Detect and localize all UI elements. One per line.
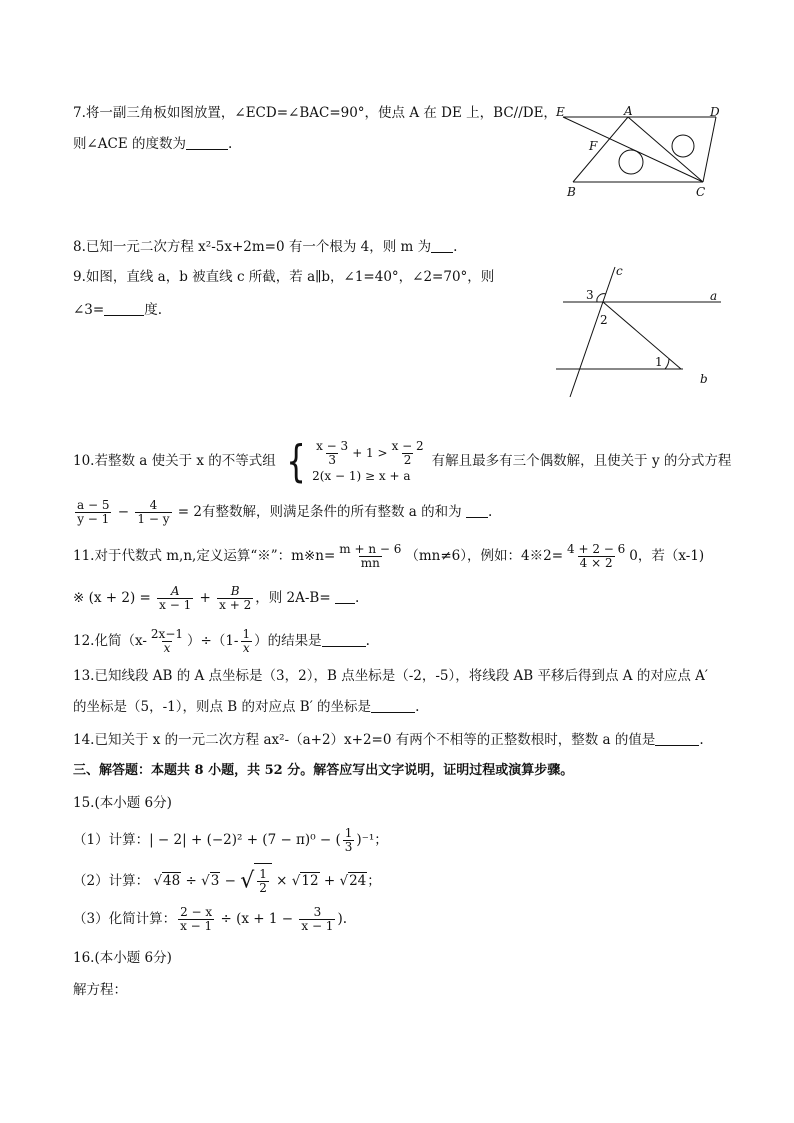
q15-p3-fnum: 3 <box>313 905 322 919</box>
q11-line2-post: ，则 2A-B= <box>255 590 331 606</box>
sqrt-half: √ $\frac{1}{2}$ <box>240 863 272 899</box>
inequality-1 <box>312 440 428 467</box>
q10-line1 <box>73 434 731 488</box>
q7-answer-blank <box>186 135 228 150</box>
sqrt-24-radicand: 24 <box>349 873 367 889</box>
sqrt-48: √48 <box>153 873 181 889</box>
q9-line2-pre: ∠3= <box>73 302 105 318</box>
label-B: B <box>567 185 576 199</box>
q11-plus: + <box>199 590 211 606</box>
q11-end: . <box>354 590 360 606</box>
q11-ex-num: 4 + 2 − 6 <box>567 542 626 556</box>
q11-B-den: x + 2 <box>219 598 252 612</box>
q12-f2-den: x <box>242 641 250 655</box>
label-angle-3: 3 <box>586 288 594 302</box>
q12-f2-num: 1 <box>242 627 251 641</box>
sqrt-48-radicand: 48 <box>163 873 181 889</box>
q15-p3-den: x − 1 <box>180 919 213 933</box>
eq-a-den: y − 1 <box>77 512 110 526</box>
q15-part1 <box>73 823 388 857</box>
q15-p1-frac-den: 3 <box>344 840 353 854</box>
eq-rhs: = 2 <box>177 504 202 520</box>
q7-line2-text: 则∠ACE 的度数为 <box>73 136 187 152</box>
triangle-hole-right <box>672 135 694 157</box>
sqrt-12-radicand: 12 <box>301 873 319 889</box>
q10-line2-post: 有整数解，则满足条件的所有整数 a 的和为 <box>202 504 462 520</box>
segment-AC <box>628 117 703 182</box>
q11-pre: 11.对于代数式 m,n,定义运算“※”：m※n= <box>73 548 336 564</box>
ineq1-left-den: 3 <box>328 453 336 467</box>
q11-def-num: m + n − 6 <box>339 542 402 556</box>
q15-p2-div: ÷ <box>185 873 197 889</box>
inequality-2: 2(x − 1) ≥ x + a <box>312 469 411 483</box>
q11-def-den: mn <box>360 556 380 570</box>
q14-end: . <box>699 732 704 748</box>
system-brace: { <box>286 435 306 487</box>
eq-a-num: a − 5 <box>77 498 110 512</box>
label-D: D <box>710 105 720 119</box>
q16-header: 16.(本小题 6分) <box>73 950 172 966</box>
q15-p3-mid: ÷ (x + 1 − <box>220 911 294 927</box>
q12-f1-den: x <box>163 641 171 655</box>
q11-line2 <box>73 581 359 615</box>
q10-post: 有解且最多有三个偶数解，且使关于 y 的分式方程 <box>431 453 732 469</box>
sqrt-half-den: 2 <box>259 881 267 895</box>
label-E: E <box>556 105 565 119</box>
q11-cond: （mn≠6），例如：4※2= <box>405 548 564 564</box>
q15-p2-end: ； <box>367 873 381 889</box>
q8-line <box>73 238 457 256</box>
segment-BA <box>573 117 628 182</box>
q15-p1-frac-num: 1 <box>344 826 353 840</box>
q15-p2-minus: − <box>224 873 236 889</box>
q15-p2-times: × <box>276 873 288 889</box>
q12-pre: 12.化简（x- <box>73 633 147 649</box>
q15-p3-end: . <box>342 911 348 927</box>
section-3-heading: 三、解答题：本题共 8 小题，共 52 分。解答应写出文字说明，证明过程或演算步骤。 <box>73 763 574 778</box>
q7-end: . <box>228 136 233 152</box>
q9-line2 <box>73 301 162 319</box>
q12-mid: ）÷（1- <box>187 633 239 649</box>
q15-p2-plus: + <box>323 873 336 889</box>
q12-f1-num: 2x−1 <box>150 627 184 641</box>
q13-line2-text: 的坐标是（5，-1），则点 B 的对应点 B′ 的坐标是 <box>73 699 372 715</box>
q15-part3 <box>73 902 347 936</box>
q11-B-num: B <box>230 584 240 598</box>
q11-A-den: x − 1 <box>159 598 192 612</box>
label-F: F <box>589 139 598 153</box>
sqrt-12: √12 <box>291 873 319 889</box>
sqrt-half-num: 1 <box>259 867 267 881</box>
sqrt-24: √24 <box>339 873 367 889</box>
q11-ex-den: 4 × 2 <box>579 556 613 570</box>
eq-minus: − <box>117 504 130 520</box>
q11-line1 <box>73 539 704 573</box>
q8-text: 8.已知一元二次方程 x²-5x+2m=0 有一个根为 4，则 m 为 <box>73 239 432 255</box>
segment-DC <box>703 117 716 182</box>
q10-inequality-system <box>280 435 428 487</box>
q11-line2-pre: ※ (x + 2) = <box>73 590 151 606</box>
q15-p1-pre: （1）计算： <box>73 832 150 848</box>
label-C: C <box>696 185 706 199</box>
q15-p1-end: ； <box>374 832 388 848</box>
q10-end: . <box>487 504 493 520</box>
q15-p3-num: 2 − x <box>180 905 213 919</box>
q15-p3-fden: x − 1 <box>301 919 334 933</box>
triangle-hole-left <box>619 150 643 174</box>
q13-end: . <box>415 699 420 715</box>
q12-line <box>73 624 370 658</box>
ineq1-right-num: x − 2 <box>391 439 424 453</box>
q12-end: . <box>365 633 370 649</box>
q11-answer-blank <box>335 589 355 604</box>
q15-part2 <box>73 863 381 899</box>
label-c: c <box>616 265 623 278</box>
label-angle-1: 1 <box>655 355 663 369</box>
q7-figure <box>553 102 728 202</box>
q14-line <box>73 731 704 749</box>
ineq1-right-den: 2 <box>403 453 412 467</box>
q7-line2 <box>73 135 232 153</box>
q10-pre: 10.若整数 a 使关于 x 的不等式组 <box>73 453 276 469</box>
ineq1-mid: + 1 > <box>352 446 388 460</box>
q9-line2-post: 度. <box>144 302 163 318</box>
q8-end: . <box>453 239 458 255</box>
q12-answer-blank <box>322 632 366 647</box>
label-b: b <box>700 372 708 386</box>
q10-answer-blank <box>466 503 488 518</box>
q9-figure <box>553 265 728 400</box>
q13-line1: 13.已知线段 AB 的 A 点坐标是（3，2），B 点坐标是（-2，-5），将线段 AB 平移后得到点 A 的对应点 A′ <box>73 668 708 684</box>
q13-answer-blank <box>371 698 415 713</box>
q9-line1: 9.如图，直线 a，b 被直线 c 所截，若 a∥b，∠1=40°，∠2=70°，则 <box>73 269 495 285</box>
segment-EC <box>563 117 703 182</box>
transversal-segment <box>603 302 681 369</box>
q7-line1: 7.将一副三角板如图放置，∠ECD=∠BAC=90°，使点 A 在 DE 上，BC//DE， <box>73 105 557 121</box>
sqrt-3-radicand: 3 <box>210 873 220 889</box>
q15-p3-pre: （3）化简计算： <box>73 911 177 927</box>
sqrt-3: √3 <box>201 873 220 889</box>
q10-line2 <box>73 495 492 529</box>
q9-answer-blank <box>104 301 144 316</box>
q15-p1-expr-b: )⁻¹ <box>356 832 375 848</box>
q8-answer-blank <box>431 238 453 253</box>
label-a: a <box>710 289 718 303</box>
angle-1-arc <box>665 359 669 369</box>
q11-A-num: A <box>170 584 180 598</box>
ineq1-left-num: x − 3 <box>316 439 349 453</box>
q14-text: 14.已知关于 x 的一元二次方程 ax²-（a+2）x+2=0 有两个不相等的正整数根时，整数 a 的值是 <box>73 732 656 748</box>
label-A: A <box>624 104 633 118</box>
q13-line2 <box>73 698 419 716</box>
q15-header: 15.(本小题 6分) <box>73 795 172 811</box>
eq-b-den: 1 − y <box>137 512 170 526</box>
q15-p3-post: ) <box>337 911 343 927</box>
q15-p2-pre: （2）计算： <box>73 873 150 889</box>
q12-post: ）的结果是 <box>254 633 322 649</box>
line-c <box>570 267 615 397</box>
label-angle-2: 2 <box>600 313 608 327</box>
q11-ex-post: 0，若（x-1) <box>629 548 705 564</box>
q15-p1-expr-a: | − 2| + (−2)² + (7 − π)⁰ − ( <box>149 832 341 848</box>
eq-b-num: 4 <box>149 498 158 512</box>
q16-text: 解方程： <box>73 982 127 998</box>
q14-answer-blank <box>655 731 699 746</box>
